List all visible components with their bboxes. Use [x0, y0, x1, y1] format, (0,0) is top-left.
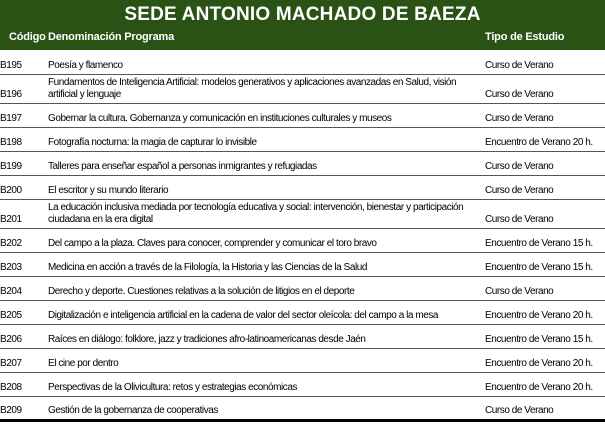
row-codigo-cell: B200 — [0, 175, 48, 199]
row-tipo-cell: Curso de Verano — [485, 276, 605, 300]
table-row — [0, 74, 605, 103]
row-tipo-cell: Encuentro de Verano 20 h. — [485, 127, 605, 151]
row-programa-cell: Gestión de la gobernanza de cooperativas — [48, 396, 485, 420]
row-codigo-cell: B201 — [0, 199, 48, 228]
row-programa-cell: Del campo a la plaza. Claves para conocer, comprender y comunicar el toro bravo — [48, 228, 485, 252]
table-row — [0, 175, 605, 199]
row-codigo-cell: B197 — [0, 103, 48, 127]
row-codigo-cell: B205 — [0, 300, 48, 324]
table-header-row — [0, 31, 605, 43]
row-tipo-cell: Encuentro de Verano 15 h. — [485, 324, 605, 348]
row-programa-cell: Talleres para enseñar español a personas inmigrantes y refugiadas — [48, 151, 485, 175]
column-header-codigo: Código — [9, 31, 46, 43]
table-row — [0, 228, 605, 252]
row-programa-cell: Fotografía nocturna: la magia de capturar lo invisible — [48, 127, 485, 151]
row-programa-cell: Raíces en diálogo: folklore, jazz y tradiciones afro-latinoamericanas desde Jaén — [48, 324, 485, 348]
table-row — [0, 276, 605, 300]
programs-table — [0, 50, 605, 422]
row-programa-cell: Medicina en acción a través de la Filología, la Historia y las Ciencias de la Salud — [48, 252, 485, 276]
row-tipo-cell: Curso de Verano — [485, 74, 605, 103]
table-row — [0, 300, 605, 324]
row-codigo-cell: B209 — [0, 396, 48, 420]
table-row — [0, 103, 605, 127]
table-row — [0, 396, 605, 420]
row-tipo-cell: Encuentro de Verano 15 h. — [485, 252, 605, 276]
row-programa-cell: Digitalización e inteligencia artificial en la cadena de valor del sector oleícola: del campo a la mesa — [48, 300, 485, 324]
column-header-programa: Denominación Programa — [48, 31, 174, 43]
row-codigo-cell: B208 — [0, 372, 48, 396]
row-codigo-cell: B207 — [0, 348, 48, 372]
page-title: SEDE ANTONIO MACHADO DE BAEZA — [124, 4, 481, 25]
row-tipo-cell: Encuentro de Verano 20 h. — [485, 348, 605, 372]
row-programa-cell: El escritor y su mundo literario — [48, 175, 485, 199]
row-codigo-cell: B206 — [0, 324, 48, 348]
row-codigo-cell: B204 — [0, 276, 48, 300]
row-tipo-cell: Curso de Verano — [485, 103, 605, 127]
row-tipo-cell: Encuentro de Verano 20 h. — [485, 372, 605, 396]
table-row — [0, 50, 605, 74]
row-tipo-cell: Curso de Verano — [485, 199, 605, 228]
table-row — [0, 151, 605, 175]
table-row — [0, 127, 605, 151]
row-codigo-cell: B199 — [0, 151, 48, 175]
row-codigo-cell: B202 — [0, 228, 48, 252]
row-programa-cell: Gobernar la cultura. Gobernanza y comunicación en instituciones culturales y museos — [48, 103, 485, 127]
row-programa-cell: Derecho y deporte. Cuestiones relativas a la solución de litigios en el deporte — [48, 276, 485, 300]
row-codigo-cell: B195 — [0, 50, 48, 74]
row-programa-cell: La educación inclusiva mediada por tecnología educativa y social: intervención, bienestar y participación ciudadana en la era digital — [48, 199, 485, 228]
table-row — [0, 252, 605, 276]
table-row — [0, 372, 605, 396]
table-row — [0, 199, 605, 228]
row-tipo-cell: Curso de Verano — [485, 50, 605, 74]
row-programa-cell: Poesía y flamenco — [48, 50, 485, 74]
row-tipo-cell: Curso de Verano — [485, 151, 605, 175]
row-tipo-cell: Curso de Verano — [485, 175, 605, 199]
row-tipo-cell: Curso de Verano — [485, 396, 605, 420]
row-programa-cell: El cine por dentro — [48, 348, 485, 372]
row-tipo-cell: Encuentro de Verano 15 h. — [485, 228, 605, 252]
row-programa-cell: Fundamentos de Inteligencia Artificial: modelos generativos y aplicaciones avanzadas en Salud, visión artificial y lenguaje — [48, 74, 485, 103]
table-row — [0, 348, 605, 372]
row-codigo-cell: B198 — [0, 127, 48, 151]
column-header-tipo: Tipo de Estudio — [485, 31, 565, 43]
row-programa-cell: Perspectivas de la Olivicultura: retos y estrategias económicas — [48, 372, 485, 396]
row-tipo-cell: Encuentro de Verano 20 h. — [485, 300, 605, 324]
row-codigo-cell: B203 — [0, 252, 48, 276]
masthead — [0, 0, 605, 50]
row-codigo-cell: B196 — [0, 74, 48, 103]
table-row — [0, 324, 605, 348]
